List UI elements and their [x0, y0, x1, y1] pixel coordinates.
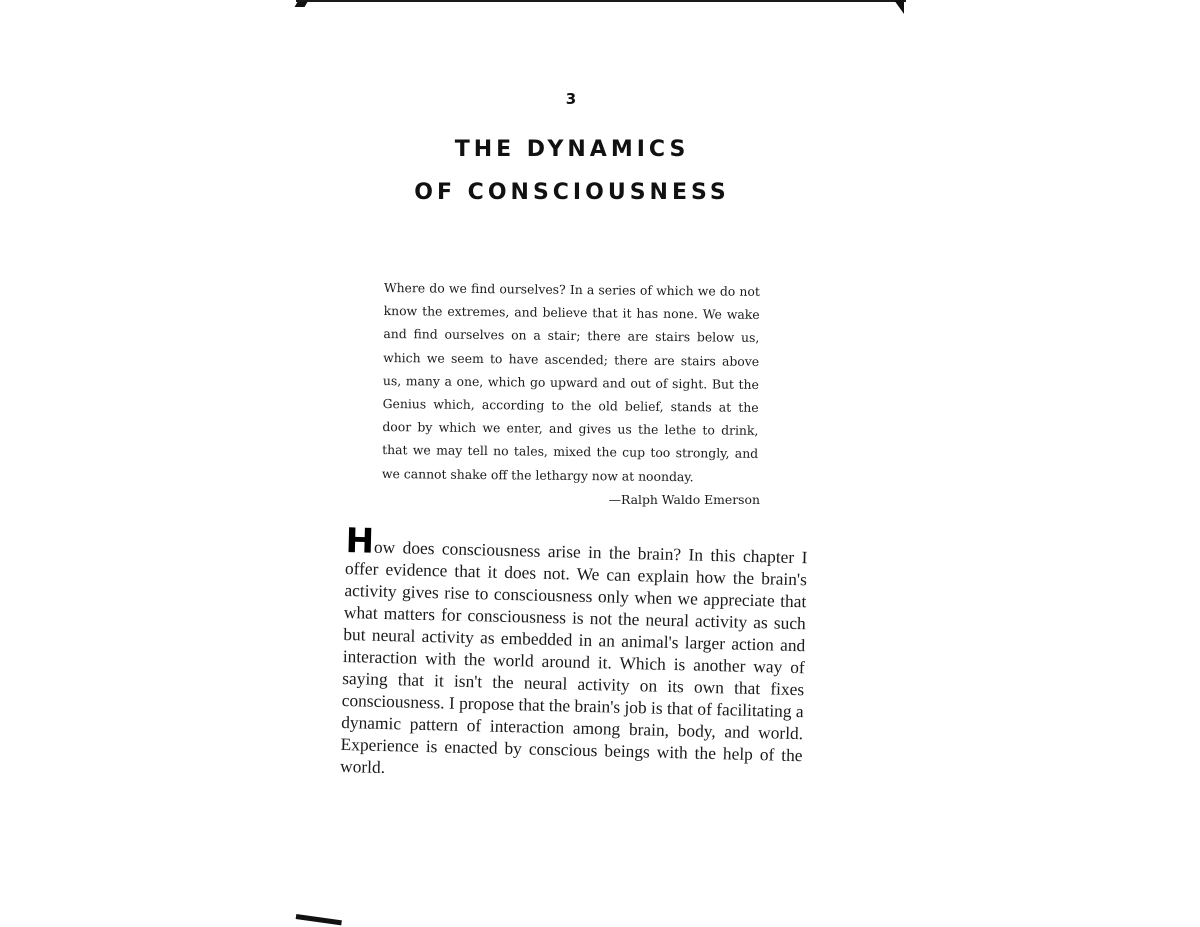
scan-artifact: [296, 914, 342, 925]
scan-edge: [296, 0, 906, 2]
scan-artifact: [894, 0, 904, 14]
body-paragraph: [339, 521, 808, 788]
chapter-title-line-2: OF CONSCIOUSNESS: [414, 180, 730, 205]
body-text: ow does consciousness arise in the brain? In this chapter I offer evidence that it does not. We can explain how the brain's activity gives rise to consciousness only when we appreciate that what matters for consciousness is not the neural activity as such but neural activity as embedded in an animal's larger action and interaction with the world around it. Which is another way of saying that it isn't the neural activity on its own that fixes consciousness. I propose that the brain's job is that of facilitating a dynamic pattern of interaction among brain, body, and world. Experience is enacted by conscious beings with the help of the world.: [339, 536, 808, 778]
epigraph-attribution: —Ralph Waldo Emerson: [608, 492, 760, 507]
drop-cap: H: [345, 521, 375, 562]
chapter-title: [0, 128, 1144, 214]
epigraph-text: Where do we find ourselves? In a series of which we do not know the extremes, and believe that it has none. We wake and find ourselves on a stair; there are stairs below us, which we seem to have ascended; there are stairs above us, many a one, which go upward and out of sight. But the Genius which, according to the old belief, stands at the door by which we enter, and gives us the lethe to drink, that we may tell no tales, mixed the cup too strongly, and we cannot shake off the lethargy now at noonday.: [381, 279, 760, 484]
scan-artifact: [295, 2, 308, 7]
chapter-title-line-1: THE DYNAMICS: [454, 137, 690, 162]
epigraph: [382, 276, 760, 489]
chapter-number: 3: [565, 90, 577, 108]
